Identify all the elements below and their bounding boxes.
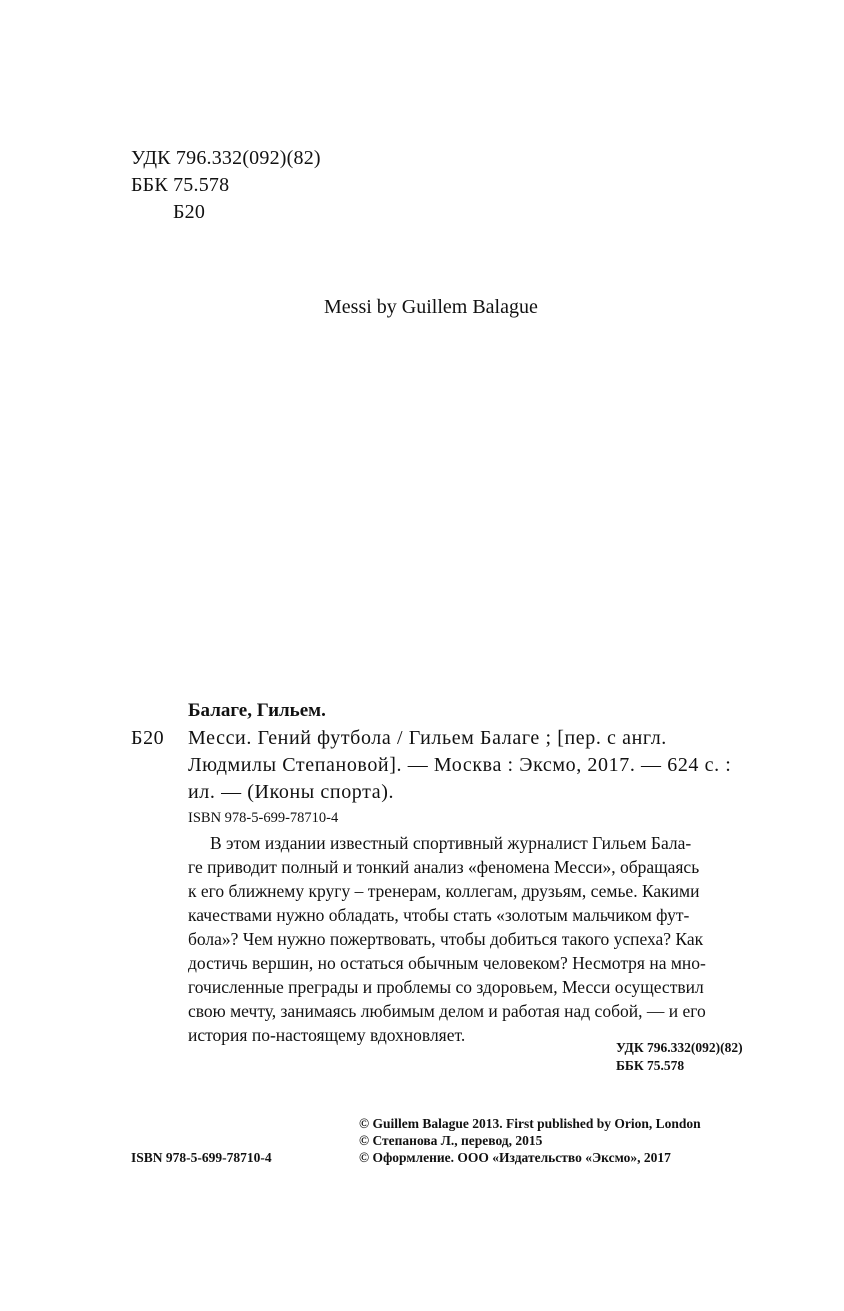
annotation-line: бола»? Чем нужно пожертвовать, чтобы добиться такого успеха? Как: [188, 929, 704, 949]
copyright-line: © Степанова Л., перевод, 2015: [359, 1133, 543, 1148]
description-line: ил. — (Иконы спорта).: [188, 781, 395, 803]
annotation-line: ге приводит полный и тонкий анализ «феномена Месси», обращаясь: [188, 857, 700, 877]
bbk-code-top: ББК 75.578: [131, 174, 230, 196]
isbn-card: ISBN 978-5-699-78710-4: [188, 810, 339, 826]
copyright-line: © Оформление. ООО «Издательство «Эксмо», 2017: [359, 1150, 671, 1165]
original-title: Messi by Guillem Balague: [324, 296, 538, 318]
author-mark-card: Б20: [131, 727, 165, 749]
annotation-line: гочисленные преграды и проблемы со здоровьем, Месси осуществил: [188, 977, 704, 997]
description-line: Людмилы Степановой]. — Москва : Эксмо, 2017. — 624 с. :: [188, 754, 732, 776]
description-line: Месси. Гений футбола / Гильем Балаге ; [пер. с англ.: [188, 727, 667, 749]
annotation-line: В этом издании известный спортивный журналист Гильем Бала-: [210, 833, 692, 853]
annotation-line: свою мечту, занимаясь любимым делом и работая над собой, — и его: [188, 1001, 706, 1021]
isbn-footer: ISBN 978-5-699-78710-4: [131, 1150, 272, 1165]
author-mark-top: Б20: [173, 201, 206, 223]
udk-code-card: УДК 796.332(092)(82): [616, 1040, 743, 1055]
bbk-code-card: ББК 75.578: [616, 1058, 685, 1073]
annotation-line: достичь вершин, но остаться обычным человеком? Несмотря на мно-: [188, 953, 706, 973]
udk-code-top: УДК 796.332(092)(82): [131, 147, 321, 169]
author-heading: Балаге, Гильем.: [188, 700, 326, 721]
copyright-line: © Guillem Balague 2013. First published by Orion, London: [359, 1116, 701, 1131]
annotation-line: к его ближнему кругу – тренерам, коллегам, друзьям, семье. Какими: [188, 881, 700, 901]
annotation-line: история по-настоящему вдохновляет.: [188, 1025, 466, 1045]
annotation-line: качествами нужно обладать, чтобы стать «золотым мальчиком фут-: [188, 905, 690, 925]
